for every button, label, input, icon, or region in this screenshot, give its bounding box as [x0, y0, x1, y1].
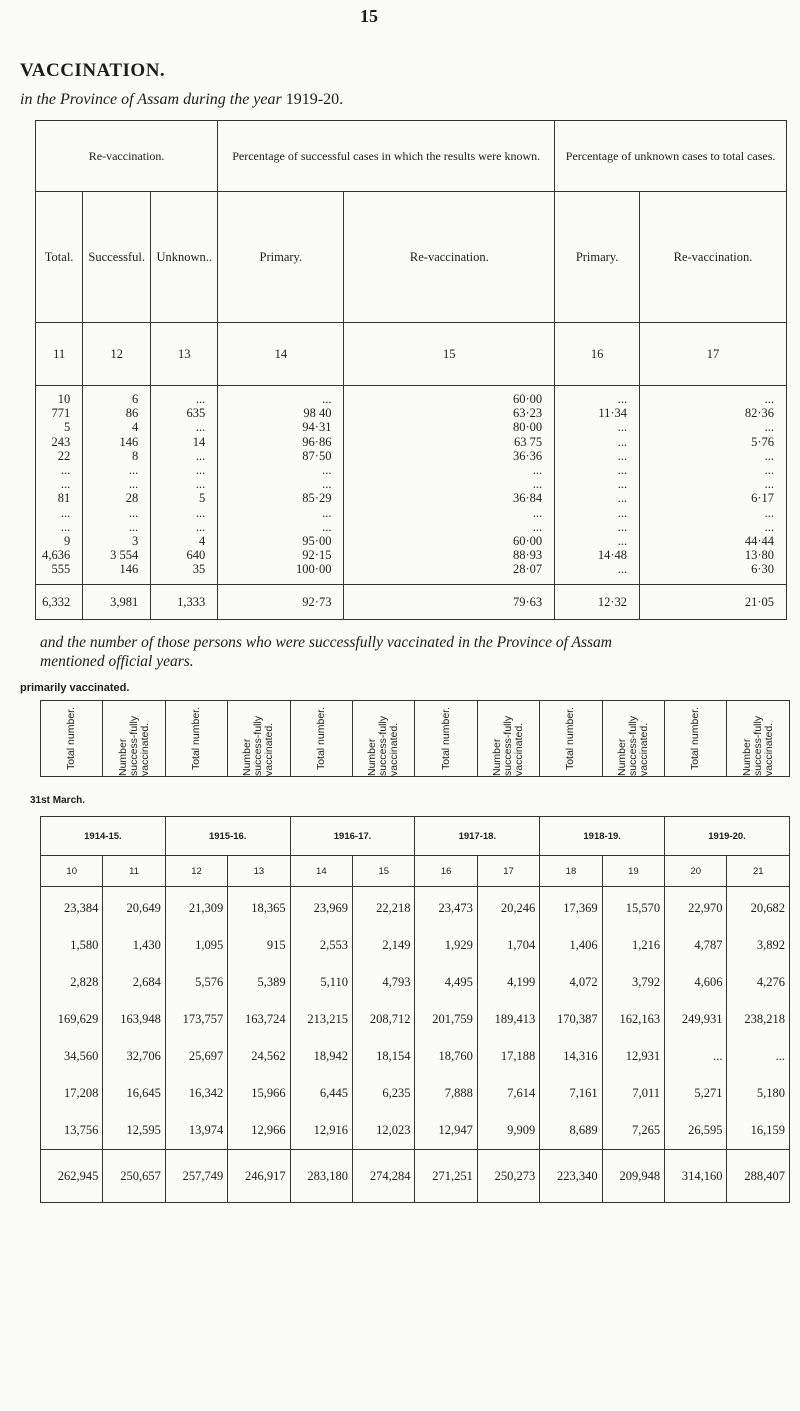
total-cell: 1,333: [151, 585, 218, 620]
table-cell: 2,149: [353, 927, 415, 964]
column-number: 12: [83, 323, 151, 386]
table-cell: ...: [344, 477, 555, 491]
vertical-header-text: Total number.: [689, 706, 702, 771]
table-cell: 5,576: [165, 964, 227, 1001]
table-cell: 249,931: [665, 1001, 727, 1038]
table-row: [41, 1075, 790, 1112]
table-cell: 14,316: [540, 1038, 602, 1075]
vertical-header-cell: [602, 701, 665, 777]
table-cell: 3: [83, 534, 151, 548]
column-number: 20: [665, 856, 727, 887]
table-cell: 63·23: [344, 406, 555, 420]
table-cell: ...: [36, 477, 83, 491]
table-cell: 17,369: [540, 887, 602, 928]
table-cell: 17,188: [477, 1038, 539, 1075]
total-cell: 314,160: [665, 1150, 727, 1203]
column-header: Primary.: [218, 192, 344, 323]
table-row: [36, 491, 787, 505]
table-cell: 20,649: [103, 887, 165, 928]
table-row: [36, 449, 787, 463]
page-heading: VACCINATION.: [20, 60, 166, 81]
table-cell: 146: [83, 562, 151, 585]
table-cell: ...: [555, 534, 640, 548]
table-cell: ...: [36, 463, 83, 477]
column-number: 17: [477, 856, 539, 887]
table-cell: 6,445: [290, 1075, 352, 1112]
table-cell: ...: [640, 420, 787, 434]
table-cell: 771: [36, 406, 83, 420]
table-cell: ...: [555, 386, 640, 407]
vertical-header-cell: [477, 701, 540, 777]
table-cell: 243: [36, 435, 83, 449]
table-cell: ...: [151, 520, 218, 534]
table-row: [41, 1112, 790, 1150]
table-cell: 163,948: [103, 1001, 165, 1038]
vertical-header-table: [40, 700, 790, 777]
table-cell: ...: [83, 463, 151, 477]
table-cell: 18,154: [353, 1038, 415, 1075]
table-cell: 94·31: [218, 420, 344, 434]
table-row: [36, 420, 787, 434]
table-cell: 18,942: [290, 1038, 352, 1075]
table-row: [36, 562, 787, 585]
vertical-header-cell: [727, 701, 790, 777]
total-cell: 209,948: [602, 1150, 664, 1203]
table-cell: ...: [640, 520, 787, 534]
vertical-header-text: Number success-fully vaccinated.: [740, 715, 775, 776]
table-cell: 146: [83, 435, 151, 449]
vertical-header-cell: [665, 701, 727, 777]
table-cell: 4,606: [665, 964, 727, 1001]
table-cell: 189,413: [477, 1001, 539, 1038]
table-cell: 17,208: [41, 1075, 103, 1112]
table-row: [36, 520, 787, 534]
total-cell: 271,251: [415, 1150, 477, 1203]
table-cell: 24,562: [228, 1038, 290, 1075]
table-cell: 7,161: [540, 1075, 602, 1112]
table-cell: 1,929: [415, 927, 477, 964]
year-header: 1917-18.: [415, 817, 540, 856]
table-cell: 3,892: [727, 927, 790, 964]
table-cell: 35: [151, 562, 218, 585]
table-cell: ...: [640, 386, 787, 407]
table-cell: ...: [555, 420, 640, 434]
vertical-header-cell: [415, 701, 477, 777]
table-cell: 63 75: [344, 435, 555, 449]
table-cell: ...: [555, 520, 640, 534]
table-cell: ...: [640, 477, 787, 491]
column-header: Total.: [36, 192, 83, 323]
column-number: 21: [727, 856, 790, 887]
year-header: 1919-20.: [665, 817, 790, 856]
table-cell: 13,756: [41, 1112, 103, 1150]
table-cell: 11·34: [555, 406, 640, 420]
group-percentage-unknown: Percentage of unknown cases to total cases.: [555, 121, 787, 192]
column-number: 18: [540, 856, 602, 887]
table-cell: ...: [555, 562, 640, 585]
table-cell: ...: [640, 506, 787, 520]
table-cell: 4,793: [353, 964, 415, 1001]
table-cell: 4,276: [727, 964, 790, 1001]
table-cell: ...: [344, 463, 555, 477]
table-cell: 20,682: [727, 887, 790, 928]
table-cell: ...: [218, 463, 344, 477]
table-cell: 82·36: [640, 406, 787, 420]
total-cell: 223,340: [540, 1150, 602, 1203]
table-cell: 4,199: [477, 964, 539, 1001]
year-header: 1918-19.: [540, 817, 665, 856]
column-header: Unknown..: [151, 192, 218, 323]
table-cell: ...: [640, 463, 787, 477]
table-row: [41, 927, 790, 964]
table-cell: ...: [151, 463, 218, 477]
page-subtitle: [20, 91, 343, 109]
table-cell: ...: [555, 477, 640, 491]
table-cell: 18,760: [415, 1038, 477, 1075]
table-cell: 4,787: [665, 927, 727, 964]
table-cell: 60·00: [344, 534, 555, 548]
table-row: [36, 435, 787, 449]
table-cell: 87·50: [218, 449, 344, 463]
vertical-header-cell: [540, 701, 602, 777]
intro-text: [40, 633, 780, 671]
table-cell: ...: [640, 449, 787, 463]
table-cell: 16,159: [727, 1112, 790, 1150]
table-cell: 15,570: [602, 887, 664, 928]
table-row: [41, 1038, 790, 1075]
table-row: [36, 506, 787, 520]
table-cell: 5,110: [290, 964, 352, 1001]
column-number: 11: [103, 856, 165, 887]
table-cell: 12,947: [415, 1112, 477, 1150]
table-cell: 23,384: [41, 887, 103, 928]
table-cell: 1,095: [165, 927, 227, 964]
table-cell: 81: [36, 491, 83, 505]
table-cell: 5: [36, 420, 83, 434]
table-cell: 22,970: [665, 887, 727, 928]
table-cell: ...: [36, 506, 83, 520]
table-cell: 555: [36, 562, 83, 585]
intro-line-2: mentioned official years.: [40, 653, 194, 670]
table-cell: 16,342: [165, 1075, 227, 1112]
table-cell: 28: [83, 491, 151, 505]
table-cell: 238,218: [727, 1001, 790, 1038]
vertical-header-text: Number success-fully vaccinated.: [116, 715, 151, 776]
table-cell: 12,966: [228, 1112, 290, 1150]
total-cell: 21·05: [640, 585, 787, 620]
table-cell: 12,916: [290, 1112, 352, 1150]
table-cell: 173,757: [165, 1001, 227, 1038]
page-number: 15: [360, 6, 378, 26]
group-revaccination: Re-vaccination.: [36, 121, 218, 192]
table-cell: ...: [83, 477, 151, 491]
table-cell: 14: [151, 435, 218, 449]
table-cell: 169,629: [41, 1001, 103, 1038]
table-cell: 23,473: [415, 887, 477, 928]
column-number: 15: [344, 323, 555, 386]
table-cell: 96·86: [218, 435, 344, 449]
table-cell: ...: [218, 477, 344, 491]
table-cell: 3,792: [602, 964, 664, 1001]
total-cell: 250,273: [477, 1150, 539, 1203]
table-cell: 36·84: [344, 491, 555, 505]
table-cell: 25,697: [165, 1038, 227, 1075]
table-cell: ...: [218, 520, 344, 534]
table-cell: 5,389: [228, 964, 290, 1001]
table-cell: 28·07: [344, 562, 555, 585]
table-row: [36, 386, 787, 407]
total-cell: 79·63: [344, 585, 555, 620]
column-number: 16: [415, 856, 477, 887]
table-cell: 640: [151, 548, 218, 562]
table-cell: 95·00: [218, 534, 344, 548]
table-cell: 85·29: [218, 491, 344, 505]
vertical-header-text: Total number.: [189, 706, 202, 771]
table-cell: 26,595: [665, 1112, 727, 1150]
table-cell: 7,614: [477, 1075, 539, 1112]
table-row: [41, 964, 790, 1001]
table-cell: ...: [555, 506, 640, 520]
revaccination-table: [35, 120, 787, 620]
table-cell: 9: [36, 534, 83, 548]
table-cell: ...: [555, 449, 640, 463]
vertical-header-cell: [41, 701, 103, 777]
table-cell: 34,560: [41, 1038, 103, 1075]
table-row: [36, 534, 787, 548]
vertical-header-text: Number success-fully vaccinated.: [366, 715, 401, 776]
total-cell: 3,981: [83, 585, 151, 620]
table-cell: 7,265: [602, 1112, 664, 1150]
table-cell: ...: [344, 520, 555, 534]
table-cell: ...: [151, 449, 218, 463]
table-cell: 6·30: [640, 562, 787, 585]
table-cell: 1,216: [602, 927, 664, 964]
table-cell: 5,180: [727, 1075, 790, 1112]
table-cell: 12,595: [103, 1112, 165, 1150]
table-cell: 8,689: [540, 1112, 602, 1150]
table-cell: ...: [665, 1038, 727, 1075]
column-number: 10: [41, 856, 103, 887]
table-cell: 213,215: [290, 1001, 352, 1038]
vertical-header-cell: [290, 701, 352, 777]
table-cell: 6: [83, 386, 151, 407]
table-cell: 22,218: [353, 887, 415, 928]
total-cell: 250,657: [103, 1150, 165, 1203]
total-cell: 283,180: [290, 1150, 352, 1203]
table-cell: 201,759: [415, 1001, 477, 1038]
table-cell: 5,271: [665, 1075, 727, 1112]
table-cell: 3 554: [83, 548, 151, 562]
table-cell: ...: [36, 520, 83, 534]
table-cell: 6·17: [640, 491, 787, 505]
table-cell: ...: [151, 506, 218, 520]
group-percentage-successful: Percentage of successful cases in which the results were known.: [218, 121, 555, 192]
vertical-header-text: Total number.: [314, 706, 327, 771]
table-cell: 86: [83, 406, 151, 420]
column-number: 16: [555, 323, 640, 386]
table-cell: 163,724: [228, 1001, 290, 1038]
table-cell: 80·00: [344, 420, 555, 434]
table-cell: 9,909: [477, 1112, 539, 1150]
subtitle-year: 1919-20.: [285, 91, 344, 108]
table-cell: 208,712: [353, 1001, 415, 1038]
vertical-header-cell: [228, 701, 291, 777]
column-number: 17: [640, 323, 787, 386]
table-cell: 4,495: [415, 964, 477, 1001]
vertical-header-cell: [352, 701, 415, 777]
table-cell: ...: [344, 506, 555, 520]
table-cell: 5·76: [640, 435, 787, 449]
table-cell: 23,969: [290, 887, 352, 928]
vertical-header-text: Number success-fully vaccinated.: [241, 715, 276, 776]
table-cell: 1,406: [540, 927, 602, 964]
table-cell: 36·36: [344, 449, 555, 463]
table-cell: 4,636: [36, 548, 83, 562]
table-cell: 32,706: [103, 1038, 165, 1075]
table-cell: 10: [36, 386, 83, 407]
column-number: 13: [228, 856, 290, 887]
table-cell: 1,704: [477, 927, 539, 964]
intro-line-1: and the number of those persons who were successfully vaccinated in the Province of Assam: [40, 634, 612, 651]
vertical-header-text: Total number.: [65, 706, 78, 771]
table-cell: 2,828: [41, 964, 103, 1001]
vertical-header-cell: [165, 701, 227, 777]
table-row: [36, 463, 787, 477]
total-cell: 92·73: [218, 585, 344, 620]
table-cell: ...: [555, 491, 640, 505]
table-cell: 4: [151, 534, 218, 548]
table-cell: 2,553: [290, 927, 352, 964]
vertical-header-text: Total number.: [439, 706, 452, 771]
table-cell: ...: [555, 435, 640, 449]
table-cell: 170,387: [540, 1001, 602, 1038]
column-header: Re-vaccination.: [344, 192, 555, 323]
table-cell: 5: [151, 491, 218, 505]
column-number: 11: [36, 323, 83, 386]
table-row: [36, 548, 787, 562]
table-cell: 16,645: [103, 1075, 165, 1112]
table-cell: 7,888: [415, 1075, 477, 1112]
table-cell: 22: [36, 449, 83, 463]
table-cell: 1,580: [41, 927, 103, 964]
column-number: 13: [151, 323, 218, 386]
year-header: 1914-15.: [41, 817, 166, 856]
table-cell: 92·15: [218, 548, 344, 562]
table-cell: 4,072: [540, 964, 602, 1001]
table-cell: ...: [151, 386, 218, 407]
table-cell: ...: [151, 420, 218, 434]
table-cell: ...: [83, 506, 151, 520]
table-cell: 915: [228, 927, 290, 964]
table-cell: 88·93: [344, 548, 555, 562]
column-header: Re-vaccination.: [640, 192, 787, 323]
table-cell: 7,011: [602, 1075, 664, 1112]
year-header: 1916-17.: [290, 817, 415, 856]
table-cell: 44·44: [640, 534, 787, 548]
table-cell: 6,235: [353, 1075, 415, 1112]
column-number: 14: [218, 323, 344, 386]
table-cell: ...: [218, 506, 344, 520]
column-number: 12: [165, 856, 227, 887]
total-cell: 257,749: [165, 1150, 227, 1203]
table-cell: 8: [83, 449, 151, 463]
table-cell: 1,430: [103, 927, 165, 964]
table-row: [36, 477, 787, 491]
table-cell: 14·48: [555, 548, 640, 562]
yearly-vaccination-table: [40, 816, 790, 1203]
column-number: 15: [353, 856, 415, 887]
table-cell: 18,365: [228, 887, 290, 928]
vertical-header-text: Number success-fully vaccinated.: [615, 715, 650, 776]
table-cell: ...: [151, 477, 218, 491]
table-cell: 20,246: [477, 887, 539, 928]
table-row: [36, 406, 787, 420]
table-cell: 60·00: [344, 386, 555, 407]
table-cell: 98 40: [218, 406, 344, 420]
table-cell: ...: [218, 386, 344, 407]
column-header: Successful.: [83, 192, 151, 323]
column-number: 19: [602, 856, 664, 887]
total-cell: 246,917: [228, 1150, 290, 1203]
table-cell: 12,023: [353, 1112, 415, 1150]
table-row: [41, 1001, 790, 1038]
table-row: [41, 887, 790, 928]
year-header: 1915-16.: [165, 817, 290, 856]
table-cell: 635: [151, 406, 218, 420]
table-cell: 12,931: [602, 1038, 664, 1075]
table-cell: 15,966: [228, 1075, 290, 1112]
subtitle-text: in the Province of Assam during the year: [20, 91, 282, 108]
table-cell: 13,974: [165, 1112, 227, 1150]
table-cell: 162,163: [602, 1001, 664, 1038]
total-cell: 262,945: [41, 1150, 103, 1203]
total-cell: 6,332: [36, 585, 83, 620]
table-cell: 21,309: [165, 887, 227, 928]
table-cell: 13·80: [640, 548, 787, 562]
table-cell: 4: [83, 420, 151, 434]
column-header: Primary.: [555, 192, 640, 323]
vertical-header-text: Total number.: [564, 706, 577, 771]
total-cell: 288,407: [727, 1150, 790, 1203]
table-cell: 100·00: [218, 562, 344, 585]
table-cell: 2,684: [103, 964, 165, 1001]
total-cell: 274,284: [353, 1150, 415, 1203]
table-cell: ...: [83, 520, 151, 534]
march-label: 31st March.: [30, 795, 86, 806]
primarily-vaccinated-label: primarily vaccinated.: [20, 682, 130, 694]
column-number: 14: [290, 856, 352, 887]
vertical-header-text: Number success-fully vaccinated.: [490, 715, 525, 776]
vertical-header-cell: [103, 701, 166, 777]
table-cell: ...: [555, 463, 640, 477]
total-cell: 12·32: [555, 585, 640, 620]
table-cell: ...: [727, 1038, 790, 1075]
